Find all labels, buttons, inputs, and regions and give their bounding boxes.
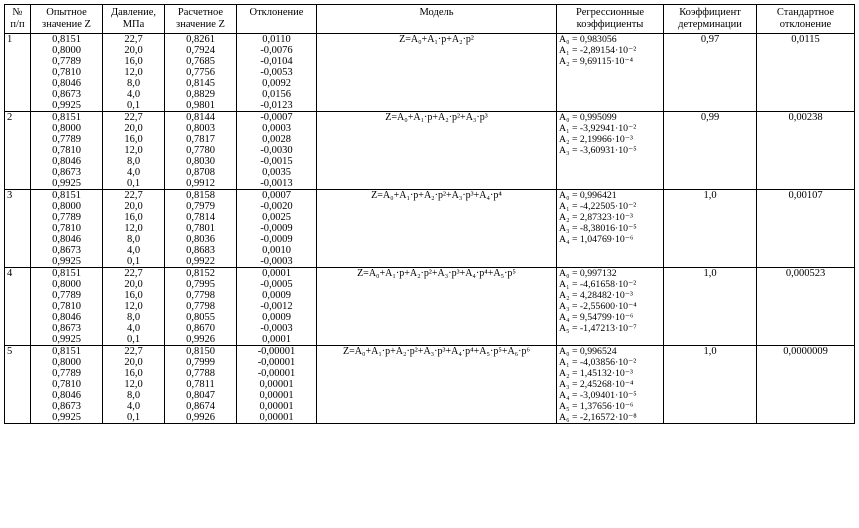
z-exp-cell [31, 346, 103, 424]
z-calc-cell [165, 112, 237, 190]
z_exp-value: 0,7789 [52, 134, 81, 145]
z_exp-value: 0,8046 [52, 312, 81, 323]
z_calc-value: 0,8670 [186, 323, 215, 334]
pressure-value: 0,1 [126, 178, 141, 189]
row-number: 3 [5, 190, 31, 268]
std-cell: 0,00238 [757, 112, 855, 190]
coefficients-cell [557, 346, 664, 424]
z_exp-value: 0,8673 [52, 323, 81, 334]
coefs-value: A₀ = 0,996524 [559, 346, 617, 357]
z_calc-value: 0,7801 [186, 223, 215, 234]
table-row [5, 112, 855, 190]
row-number: 5 [5, 346, 31, 424]
z_exp-value: 0,8000 [52, 201, 81, 212]
coefs-value: A₀ = 0,983056 [559, 34, 617, 45]
coefs-value: A₄ = 9,54799·10⁻⁶ [559, 312, 634, 323]
model-equation: Z=A₀+A₁·p+A₂·p²+A₃·p³ [385, 112, 488, 123]
coefs-value: A₂ = 1,45132·10⁻³ [559, 368, 633, 379]
deviation-value: 0,0007 [262, 190, 291, 201]
pressure-value: 4,0 [126, 401, 141, 412]
pressure-value: 22,7 [124, 346, 143, 357]
z_exp-value: 0,8151 [52, 112, 81, 123]
z_calc-value: 0,7924 [186, 45, 215, 56]
pressure-value: 8,0 [126, 234, 141, 245]
z_calc-value: 0,8144 [186, 112, 215, 123]
z_exp-value: 0,8673 [52, 401, 81, 412]
pressure-value: 0,1 [126, 100, 141, 111]
model-cell [317, 346, 557, 424]
z_calc-value: 0,9801 [186, 100, 215, 111]
z-exp-cell [31, 268, 103, 346]
coefs-value: A₅ = -1,47213·10⁻⁷ [559, 323, 637, 334]
pressure-value: 0,1 [126, 334, 141, 345]
pressure-value: 4,0 [126, 167, 141, 178]
z_calc-value: 0,9912 [186, 178, 215, 189]
pressure-value: 12,0 [124, 301, 143, 312]
pressure-value: 16,0 [124, 212, 143, 223]
z_exp-value: 0,8000 [52, 357, 81, 368]
deviation-value: -0,0076 [260, 45, 293, 56]
z_calc-value: 0,8036 [186, 234, 215, 245]
coefs-value: A₃ = -8,38016·10⁻⁵ [559, 223, 637, 234]
z_exp-value: 0,8673 [52, 167, 81, 178]
coefs-value: A₀ = 0,997132 [559, 268, 617, 279]
z_exp-value: 0,8673 [52, 245, 81, 256]
z_exp-value: 0,8673 [52, 89, 81, 100]
z-calc-cell [165, 346, 237, 424]
coefs-value: A₂ = 9,69115·10⁻⁴ [559, 56, 634, 67]
std-cell: 0,00107 [757, 190, 855, 268]
z_calc-value: 0,7685 [186, 56, 215, 67]
table-container [4, 4, 855, 424]
z_calc-value: 0,8158 [186, 190, 215, 201]
deviation-value: 0,0025 [262, 212, 291, 223]
coefs-value: A₄ = 1,04769·10⁻⁶ [559, 234, 634, 245]
z_exp-value: 0,8000 [52, 123, 81, 134]
deviation-value: 0,00001 [259, 390, 294, 401]
coefs-value: A₁ = -3,92941·10⁻² [559, 123, 637, 134]
z_calc-value: 0,9926 [186, 412, 215, 423]
deviation-value: 0,0009 [262, 312, 291, 323]
z_calc-value: 0,8683 [186, 245, 215, 256]
z_exp-value: 0,7810 [52, 379, 81, 390]
row-number: 4 [5, 268, 31, 346]
deviation-value: 0,0003 [262, 123, 291, 134]
pressure-value: 20,0 [124, 123, 143, 134]
z_calc-value: 0,8055 [186, 312, 215, 323]
pressure-value: 22,7 [124, 268, 143, 279]
coefs-value: A₃ = -3,60931·10⁻⁵ [559, 145, 637, 156]
model-cell [317, 112, 557, 190]
deviation-value: 0,0110 [262, 34, 291, 45]
z_calc-value: 0,8708 [186, 167, 215, 178]
coefs-value: A₁ = -4,61658·10⁻² [559, 279, 637, 290]
deviation-value: -0,0003 [260, 256, 293, 267]
deviation-value: 0,00001 [259, 379, 294, 390]
std-cell: 0,0115 [757, 34, 855, 112]
z_exp-value: 0,8046 [52, 156, 81, 167]
table-row [5, 190, 855, 268]
z_exp-value: 0,7810 [52, 145, 81, 156]
deviation-value: -0,0003 [260, 323, 293, 334]
deviation-value: -0,0009 [260, 234, 293, 245]
header-z-calc: Расчетное значение Z [165, 5, 237, 34]
z-exp-cell [31, 190, 103, 268]
pressure-value: 8,0 [126, 78, 141, 89]
pressure-cell [103, 190, 165, 268]
z_calc-value: 0,8674 [186, 401, 215, 412]
coefs-value: A₅ = 1,37656·10⁻⁶ [559, 401, 634, 412]
z_calc-value: 0,7798 [186, 301, 215, 312]
z-calc-cell [165, 34, 237, 112]
header-row [5, 5, 855, 34]
z_calc-value: 0,8150 [186, 346, 215, 357]
coefs-value: A₄ = -3,09401·10⁻⁵ [559, 390, 637, 401]
z_exp-value: 0,9925 [52, 334, 81, 345]
z_calc-value: 0,9926 [186, 334, 215, 345]
deviation-value: -0,0123 [260, 100, 293, 111]
std-cell: 0,000523 [757, 268, 855, 346]
deviation-value: -0,0009 [260, 223, 293, 234]
z_exp-value: 0,8046 [52, 78, 81, 89]
z-calc-cell [165, 268, 237, 346]
pressure-value: 4,0 [126, 245, 141, 256]
z_exp-value: 0,9925 [52, 412, 81, 423]
z_exp-value: 0,8000 [52, 279, 81, 290]
pressure-value: 8,0 [126, 390, 141, 401]
header-pressure: Давление, МПа [103, 5, 165, 34]
pressure-value: 0,1 [126, 412, 141, 423]
pressure-value: 0,1 [126, 256, 141, 267]
z_calc-value: 0,9922 [186, 256, 215, 267]
z_exp-value: 0,9925 [52, 178, 81, 189]
z_calc-value: 0,7780 [186, 145, 215, 156]
z_exp-value: 0,8000 [52, 45, 81, 56]
r2-cell: 0,99 [664, 112, 757, 190]
z_exp-value: 0,7789 [52, 368, 81, 379]
model-cell [317, 34, 557, 112]
coefs-value: A₁ = -4,03856·10⁻² [559, 357, 637, 368]
pressure-value: 4,0 [126, 323, 141, 334]
z_exp-value: 0,8151 [52, 34, 81, 45]
z-exp-cell [31, 112, 103, 190]
regression-table [4, 4, 855, 424]
z_calc-value: 0,7811 [186, 379, 215, 390]
model-cell [317, 190, 557, 268]
row-number: 1 [5, 34, 31, 112]
deviation-value: 0,0009 [262, 290, 291, 301]
pressure-cell [103, 346, 165, 424]
pressure-cell [103, 112, 165, 190]
pressure-value: 20,0 [124, 201, 143, 212]
z_exp-value: 0,7810 [52, 301, 81, 312]
coefs-value: A₂ = 2,19966·10⁻³ [559, 134, 633, 145]
pressure-value: 12,0 [124, 223, 143, 234]
table-row [5, 268, 855, 346]
pressure-value: 12,0 [124, 379, 143, 390]
deviation-value: 0,00001 [259, 401, 294, 412]
pressure-value: 20,0 [124, 45, 143, 56]
pressure-value: 22,7 [124, 190, 143, 201]
pressure-value: 4,0 [126, 89, 141, 100]
z_calc-value: 0,8030 [186, 156, 215, 167]
deviation-value: 0,00001 [259, 412, 294, 423]
z_calc-value: 0,7999 [186, 357, 215, 368]
pressure-value: 16,0 [124, 290, 143, 301]
z_calc-value: 0,8003 [186, 123, 215, 134]
deviation-value: 0,0001 [262, 268, 291, 279]
coefficients-cell [557, 190, 664, 268]
model-equation: Z=A₀+A₁·p+A₂·p²+A₃·p³+A₄·p⁴+A₅·p⁵ [357, 268, 516, 279]
coefs-value: A₂ = 4,28482·10⁻³ [559, 290, 633, 301]
z_exp-value: 0,7810 [52, 67, 81, 78]
z_exp-value: 0,7789 [52, 212, 81, 223]
pressure-value: 16,0 [124, 56, 143, 67]
model-equation: Z=A₀+A₁·p+A₂·p²+A₃·p³+A₄·p⁴ [371, 190, 502, 201]
deviation-value: -0,0005 [260, 279, 293, 290]
deviation-value: -0,0020 [260, 201, 293, 212]
z_exp-value: 0,7789 [52, 56, 81, 67]
std-cell: 0,0000009 [757, 346, 855, 424]
coefs-value: A₃ = -2,55600·10⁻⁴ [559, 301, 637, 312]
model-equation: Z=A₀+A₁·p+A₂·p² [399, 34, 474, 45]
deviation-cell [237, 190, 317, 268]
z_exp-value: 0,8151 [52, 268, 81, 279]
deviation-value: -0,0012 [260, 301, 293, 312]
r2-cell: 1,0 [664, 346, 757, 424]
deviation-cell [237, 112, 317, 190]
z_exp-value: 0,7810 [52, 223, 81, 234]
pressure-value: 16,0 [124, 368, 143, 379]
pressure-value: 16,0 [124, 134, 143, 145]
pressure-value: 20,0 [124, 357, 143, 368]
deviation-value: -0,0007 [260, 112, 293, 123]
deviation-value: 0,0028 [262, 134, 291, 145]
deviation-value: -0,0015 [260, 156, 293, 167]
z_calc-value: 0,7817 [186, 134, 215, 145]
model-cell [317, 268, 557, 346]
z_exp-value: 0,8151 [52, 346, 81, 357]
coefs-value: A₁ = -4,22505·10⁻² [559, 201, 637, 212]
coefs-value: A₁ = -2,89154·10⁻² [559, 45, 637, 56]
deviation-cell [237, 34, 317, 112]
deviation-value: 0,0001 [262, 334, 291, 345]
deviation-value: -0,00001 [257, 368, 296, 379]
coefs-value: A₆ = -2,16572·10⁻⁸ [559, 412, 637, 423]
z_exp-value: 0,9925 [52, 100, 81, 111]
pressure-value: 22,7 [124, 34, 143, 45]
pressure-value: 20,0 [124, 279, 143, 290]
deviation-value: -0,00001 [257, 357, 296, 368]
coefficients-cell [557, 112, 664, 190]
coefs-value: A₀ = 0,995099 [559, 112, 617, 123]
pressure-cell [103, 268, 165, 346]
z_calc-value: 0,8145 [186, 78, 215, 89]
z_exp-value: 0,7789 [52, 290, 81, 301]
r2-cell: 1,0 [664, 190, 757, 268]
pressure-value: 22,7 [124, 112, 143, 123]
z_calc-value: 0,8152 [186, 268, 215, 279]
pressure-cell [103, 34, 165, 112]
z_calc-value: 0,7788 [186, 368, 215, 379]
model-equation: Z=A₀+A₁·p+A₂·p²+A₃·p³+A₄·p⁴+A₅·p⁵+A₆·p⁶ [343, 346, 530, 357]
deviation-value: -0,0053 [260, 67, 293, 78]
deviation-value: -0,00001 [257, 346, 296, 357]
z_calc-value: 0,7979 [186, 201, 215, 212]
coefs-value: A₃ = 2,45268·10⁻⁴ [559, 379, 634, 390]
z_calc-value: 0,7814 [186, 212, 215, 223]
header-num: № п/п [5, 5, 31, 34]
r2-cell: 1,0 [664, 268, 757, 346]
table-row [5, 34, 855, 112]
coefs-value: A₀ = 0,996421 [559, 190, 617, 201]
header-r2: Коэффициент детерминации [664, 5, 757, 34]
pressure-value: 12,0 [124, 145, 143, 156]
deviation-value: -0,0030 [260, 145, 293, 156]
header-z-exp: Опытное значение Z [31, 5, 103, 34]
deviation-value: 0,0010 [262, 245, 291, 256]
z_calc-value: 0,7756 [186, 67, 215, 78]
z_calc-value: 0,7798 [186, 290, 215, 301]
pressure-value: 8,0 [126, 156, 141, 167]
z_exp-value: 0,8151 [52, 190, 81, 201]
row-number: 2 [5, 112, 31, 190]
coefs-value: A₂ = 2,87323·10⁻³ [559, 212, 633, 223]
z_exp-value: 0,9925 [52, 256, 81, 267]
z_calc-value: 0,8261 [186, 34, 215, 45]
header-coefs: Регрессионные коэффициенты [557, 5, 664, 34]
deviation-cell [237, 268, 317, 346]
z-calc-cell [165, 190, 237, 268]
coefficients-cell [557, 34, 664, 112]
table-row [5, 346, 855, 424]
deviation-cell [237, 346, 317, 424]
deviation-value: -0,0104 [260, 56, 293, 67]
header-model: Модель [317, 5, 557, 34]
z-exp-cell [31, 34, 103, 112]
header-std: Стандартное отклонение [757, 5, 855, 34]
deviation-value: -0,0013 [260, 178, 293, 189]
pressure-value: 12,0 [124, 67, 143, 78]
header-deviation: Отклонение [237, 5, 317, 34]
deviation-value: 0,0035 [262, 167, 291, 178]
deviation-value: 0,0092 [262, 78, 291, 89]
deviation-value: 0,0156 [262, 89, 291, 100]
r2-cell: 0,97 [664, 34, 757, 112]
z_calc-value: 0,8047 [186, 390, 215, 401]
z_calc-value: 0,8829 [186, 89, 215, 100]
z_exp-value: 0,8046 [52, 234, 81, 245]
z_calc-value: 0,7995 [186, 279, 215, 290]
z_exp-value: 0,8046 [52, 390, 81, 401]
pressure-value: 8,0 [126, 312, 141, 323]
coefficients-cell [557, 268, 664, 346]
